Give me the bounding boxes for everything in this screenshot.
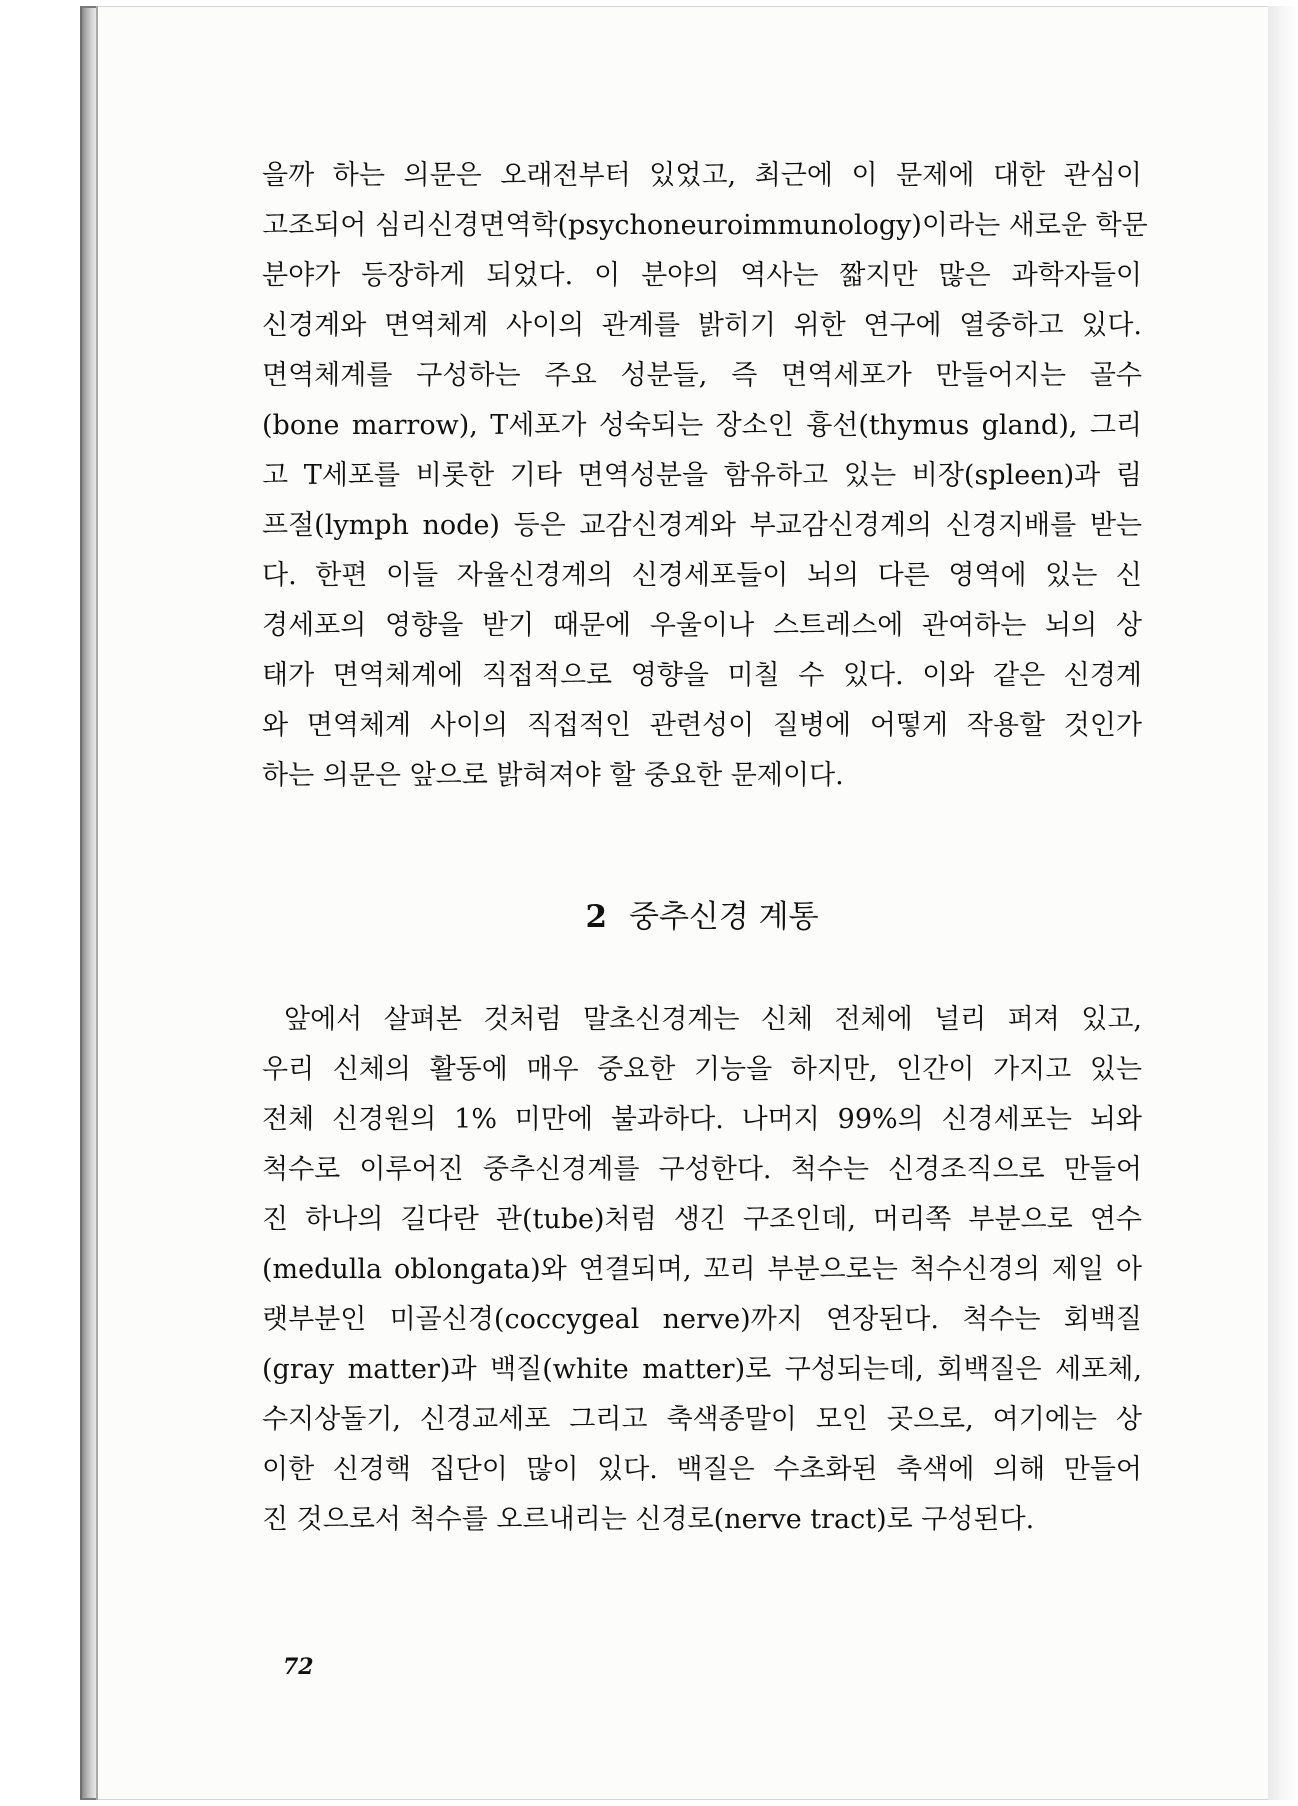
text-line: 전체 신경원의 1% 미만에 불과하다. 나머지 99%의 신경세포는 뇌와 xyxy=(262,1104,1142,1135)
text-line: (bone marrow), T세포가 성숙되는 장소인 흉선(thymus gland), 그리 xyxy=(262,410,1142,441)
text-line: 분야가 등장하게 되었다. 이 분야의 역사는 짧지만 많은 과학자들이 xyxy=(262,260,1142,291)
paragraph-2 xyxy=(262,995,1142,1545)
text-line: 척수로 이루어진 중추신경계를 구성한다. 척수는 신경조직으로 만들어 xyxy=(262,1154,1142,1185)
text-line: 태가 면역체계에 직접적으로 영향을 미칠 수 있다. 이와 같은 신경계 xyxy=(262,660,1142,691)
text-line: 고 T세포를 비롯한 기타 면역성분을 함유하고 있는 비장(spleen)과 림 xyxy=(262,460,1142,491)
text-line: (gray matter)과 백질(white matter)로 구성되는데, 회백질은 세포체, xyxy=(262,1354,1142,1385)
text-line: 진 것으로서 척수를 오르내리는 신경로(nerve tract)로 구성된다. xyxy=(262,1504,1035,1535)
page-number: 72 xyxy=(283,1654,314,1680)
paragraph-1 xyxy=(262,151,1148,801)
text-line: 이한 신경핵 집단이 많이 있다. 백질은 수초화된 축색에 의해 만들어 xyxy=(262,1454,1142,1485)
text-line: 와 면역체계 사이의 직접적인 관련성이 질병에 어떻게 작용할 것인가 xyxy=(262,710,1142,741)
text-line: 하는 의문은 앞으로 밝혀져야 할 중요한 문제이다. xyxy=(262,760,844,791)
text-line: 다. 한편 이들 자율신경계의 신경세포들이 뇌의 다른 영역에 있는 신 xyxy=(262,560,1142,591)
text-line: 수지상돌기, 신경교세포 그리고 축색종말이 모인 곳으로, 여기에는 상 xyxy=(262,1404,1142,1435)
page-right-shadow xyxy=(1268,6,1298,1800)
text-line: 을까 하는 의문은 오래전부터 있었고, 최근에 이 문제에 대한 관심이 xyxy=(262,160,1142,191)
text-line: 앞에서 살펴본 것처럼 말초신경계는 신체 전체에 널리 퍼져 있고, xyxy=(284,1004,1142,1035)
text-line: 프절(lymph node) 등은 교감신경계와 부교감신경계의 신경지배를 받는 xyxy=(262,510,1142,541)
section-heading xyxy=(262,892,1142,942)
text-line: 랫부분인 미골신경(coccygeal nerve)까지 연장된다. 척수는 회백질 xyxy=(262,1304,1142,1335)
text-line: 우리 신체의 활동에 매우 중요한 기능을 하지만, 인간이 가지고 있는 xyxy=(262,1054,1142,1085)
text-line: 신경계와 면역체계 사이의 관계를 밝히기 위한 연구에 열중하고 있다. xyxy=(262,310,1142,341)
text-line: 경세포의 영향을 받기 때문에 우울이나 스트레스에 관여하는 뇌의 상 xyxy=(262,610,1142,641)
text-line: 면역체계를 구성하는 주요 성분들, 즉 면역세포가 만들어지는 골수 xyxy=(262,360,1142,391)
section-title: 중추신경 계통 xyxy=(629,899,819,935)
section-number: 2 xyxy=(585,899,608,935)
text-line: (medulla oblongata)와 연결되며, 꼬리 부분으로는 척수신경의 제일 아 xyxy=(262,1254,1142,1285)
text-line: 고조되어 심리신경면역학(psychoneuroimmunology)이라는 새로운 학문 xyxy=(262,210,1148,241)
text-line: 진 하나의 길다란 관(tube)처럼 생긴 구조인데, 머리쪽 부분으로 연수 xyxy=(262,1204,1142,1235)
